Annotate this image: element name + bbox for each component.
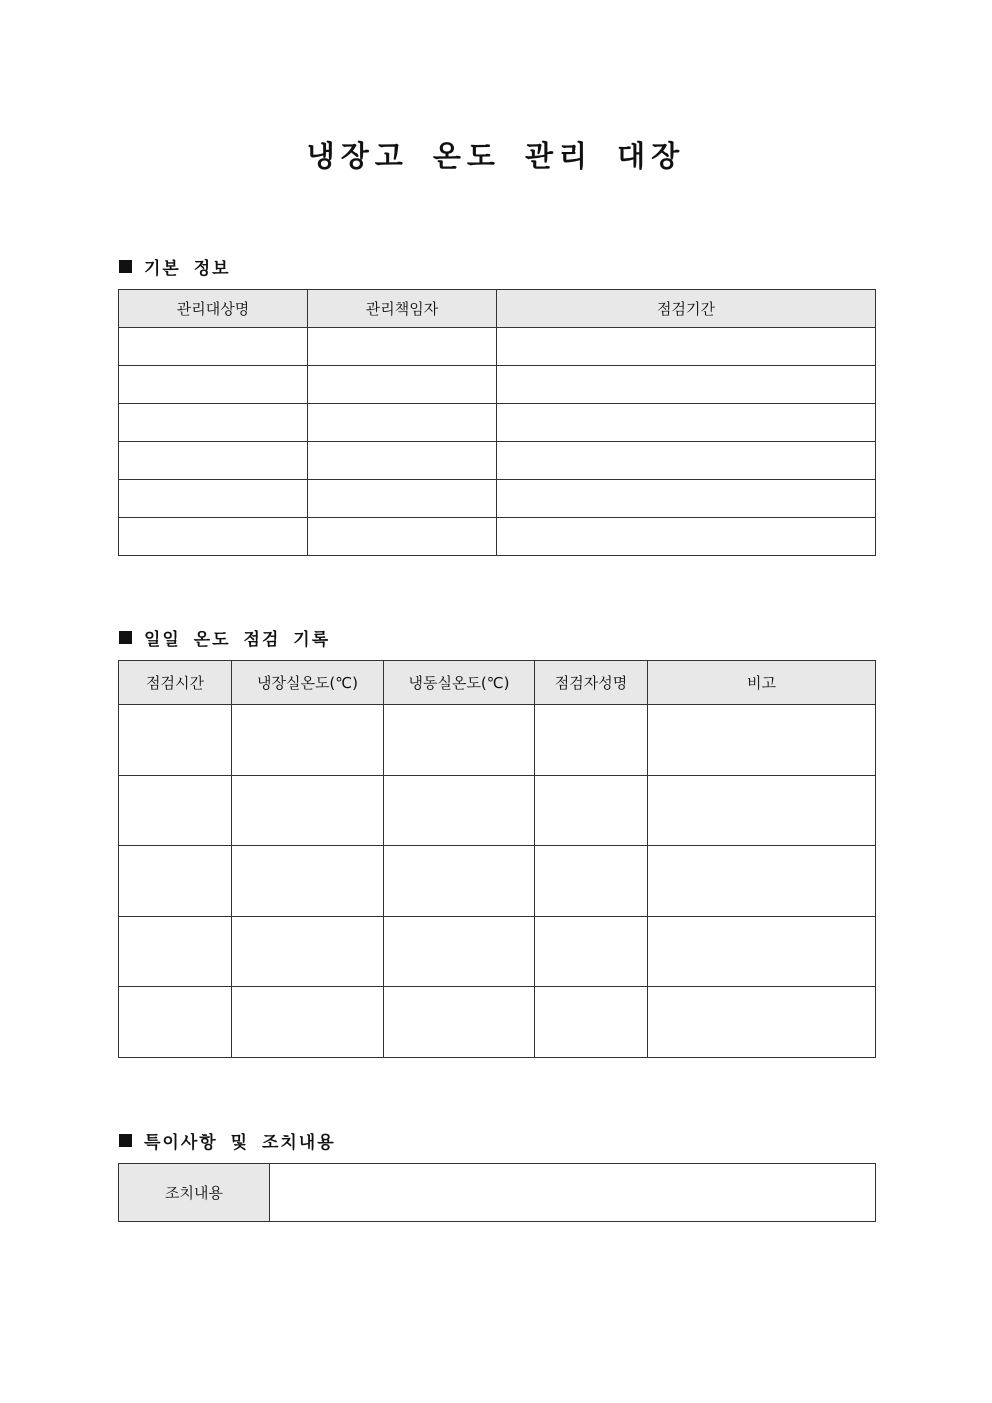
square-bullet-icon [119, 1134, 132, 1147]
table-cell[interactable] [384, 775, 535, 846]
table-cell[interactable] [384, 916, 535, 987]
table-cell[interactable] [119, 328, 308, 366]
table-cell[interactable] [535, 775, 648, 846]
column-header: 점검기간 [497, 290, 876, 328]
table-row [119, 916, 876, 987]
table-row [119, 404, 876, 442]
table-cell[interactable] [119, 846, 232, 917]
table-row [119, 846, 876, 917]
column-header: 비고 [648, 661, 876, 705]
table-cell[interactable] [308, 518, 497, 556]
column-header: 관리책임자 [308, 290, 497, 328]
table-row [119, 518, 876, 556]
table-cell[interactable] [119, 987, 232, 1058]
table-cell[interactable] [648, 916, 876, 987]
notes-content-cell[interactable] [270, 1164, 876, 1222]
notes-label: 조치내용 [119, 1164, 270, 1222]
section-heading-basic-label: 기본 정보 [144, 259, 231, 279]
table-cell[interactable] [648, 846, 876, 917]
section-heading-daily [119, 625, 330, 650]
table-cell[interactable] [384, 846, 535, 917]
section-heading-notes-label: 특이사항 및 조치내용 [144, 1133, 336, 1153]
table-cell[interactable] [119, 705, 232, 776]
column-header: 점검자성명 [535, 661, 648, 705]
square-bullet-icon [119, 631, 132, 644]
table-cell[interactable] [648, 987, 876, 1058]
table-cell[interactable] [119, 775, 232, 846]
column-header: 점검시간 [119, 661, 232, 705]
table-cell[interactable] [232, 846, 384, 917]
table-cell[interactable] [232, 916, 384, 987]
table-header-row [119, 290, 876, 328]
table-row [119, 1164, 876, 1222]
table-cell[interactable] [119, 480, 308, 518]
table-cell[interactable] [119, 404, 308, 442]
table-cell[interactable] [308, 480, 497, 518]
table-cell[interactable] [308, 404, 497, 442]
section-heading-basic [119, 254, 231, 279]
table-row [119, 442, 876, 480]
table-cell[interactable] [497, 366, 876, 404]
table-cell[interactable] [308, 366, 497, 404]
table-cell[interactable] [232, 987, 384, 1058]
section-heading-notes [119, 1128, 336, 1153]
table-cell[interactable] [535, 846, 648, 917]
table-cell[interactable] [535, 705, 648, 776]
column-header: 냉동실온도(℃) [384, 661, 535, 705]
table-row [119, 705, 876, 776]
table-cell[interactable] [119, 442, 308, 480]
table-cell[interactable] [497, 518, 876, 556]
table-row [119, 987, 876, 1058]
section-heading-daily-label: 일일 온도 점검 기록 [144, 630, 331, 650]
table-cell[interactable] [497, 404, 876, 442]
table-header-row [119, 661, 876, 705]
table-cell[interactable] [232, 775, 384, 846]
table-cell[interactable] [119, 366, 308, 404]
table-cell[interactable] [119, 916, 232, 987]
basic-info-table [118, 289, 876, 556]
table-cell[interactable] [535, 916, 648, 987]
table-cell[interactable] [384, 705, 535, 776]
column-header: 냉장실온도(℃) [232, 661, 384, 705]
table-cell[interactable] [232, 705, 384, 776]
table-cell[interactable] [497, 328, 876, 366]
table-row [119, 328, 876, 366]
column-header: 관리대상명 [119, 290, 308, 328]
table-row [119, 480, 876, 518]
table-row [119, 366, 876, 404]
daily-record-table [118, 660, 876, 1058]
table-cell[interactable] [308, 442, 497, 480]
table-cell[interactable] [648, 775, 876, 846]
table-cell[interactable] [119, 518, 308, 556]
table-cell[interactable] [497, 480, 876, 518]
page-title: 냉장고 온도 관리 대장 [306, 139, 686, 173]
table-cell[interactable] [497, 442, 876, 480]
square-bullet-icon [119, 260, 132, 273]
table-cell[interactable] [384, 987, 535, 1058]
table-cell[interactable] [535, 987, 648, 1058]
notes-table [118, 1163, 876, 1222]
table-cell[interactable] [648, 705, 876, 776]
table-row [119, 775, 876, 846]
table-cell[interactable] [308, 328, 497, 366]
